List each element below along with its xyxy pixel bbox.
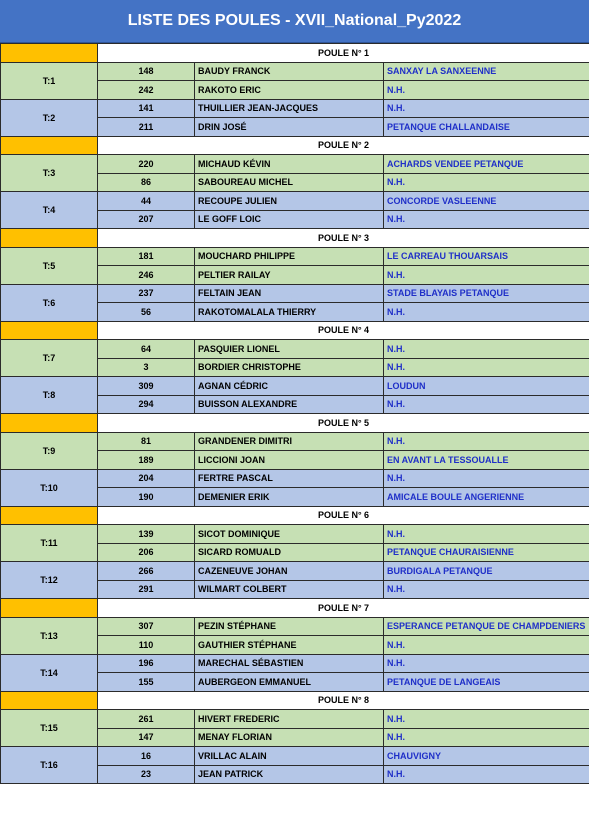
player-number: 64	[98, 340, 195, 359]
player-name: PEZIN STÉPHANE	[195, 617, 384, 636]
player-number: 196	[98, 654, 195, 673]
club-name: AMICALE BOULE ANGERIENNE	[384, 488, 589, 507]
club-name: N.H.	[384, 636, 589, 655]
club-name: N.H.	[384, 340, 589, 359]
table-row	[1, 62, 589, 81]
player-number: 309	[98, 377, 195, 396]
team-label: T:16	[1, 747, 98, 784]
player-number: 141	[98, 99, 195, 118]
player-number: 155	[98, 673, 195, 692]
table-row	[1, 247, 589, 266]
club-name: EN AVANT LA TESSOUALLE	[384, 451, 589, 470]
poules-table-body	[1, 44, 589, 784]
poule-title: POULE N° 2	[98, 136, 589, 155]
player-name: SICOT DOMINIQUE	[195, 525, 384, 544]
player-number: 147	[98, 728, 195, 747]
club-name: SANXAY LA SANXEENNE	[384, 62, 589, 81]
player-name: LE GOFF LOIC	[195, 210, 384, 229]
player-name: RAKOTO ERIC	[195, 81, 384, 100]
club-name: N.H.	[384, 266, 589, 285]
poule-header-row	[1, 414, 589, 433]
player-name: HIVERT FREDERIC	[195, 710, 384, 729]
player-number: 291	[98, 580, 195, 599]
player-name: WILMART COLBERT	[195, 580, 384, 599]
player-number: 44	[98, 192, 195, 211]
player-name: BAUDY FRANCK	[195, 62, 384, 81]
player-number: 56	[98, 303, 195, 322]
player-name: PELTIER RAILAY	[195, 266, 384, 285]
club-name: N.H.	[384, 728, 589, 747]
player-name: DRIN JOSÉ	[195, 118, 384, 137]
player-name: GAUTHIER STÉPHANE	[195, 636, 384, 655]
player-name: BUISSON ALEXANDRE	[195, 395, 384, 414]
table-row	[1, 340, 589, 359]
table-row	[1, 654, 589, 673]
team-label: T:2	[1, 99, 98, 136]
table-row	[1, 284, 589, 303]
club-name: N.H.	[384, 173, 589, 192]
player-name: DEMENIER ERIK	[195, 488, 384, 507]
team-label: T:13	[1, 617, 98, 654]
table-row	[1, 155, 589, 174]
player-number: 266	[98, 562, 195, 581]
player-name: VRILLAC ALAIN	[195, 747, 384, 766]
player-number: 261	[98, 710, 195, 729]
team-label: T:7	[1, 340, 98, 377]
poule-marker	[1, 44, 98, 63]
poule-title: POULE N° 8	[98, 691, 589, 710]
table-row	[1, 710, 589, 729]
player-number: 206	[98, 543, 195, 562]
poule-header-row	[1, 229, 589, 248]
club-name: LE CARREAU THOUARSAIS	[384, 247, 589, 266]
team-label: T:1	[1, 62, 98, 99]
poule-header-row	[1, 691, 589, 710]
player-name: LICCIONI JOAN	[195, 451, 384, 470]
player-number: 207	[98, 210, 195, 229]
club-name: ACHARDS VENDEE PETANQUE	[384, 155, 589, 174]
table-row	[1, 747, 589, 766]
poule-marker	[1, 136, 98, 155]
club-name: N.H.	[384, 580, 589, 599]
poule-header-row	[1, 136, 589, 155]
poule-marker	[1, 229, 98, 248]
poule-marker	[1, 506, 98, 525]
poule-header-row	[1, 599, 589, 618]
player-name: MICHAUD KÉVIN	[195, 155, 384, 174]
player-number: 148	[98, 62, 195, 81]
player-name: RECOUPE JULIEN	[195, 192, 384, 211]
club-name: N.H.	[384, 99, 589, 118]
page-title: LISTE DES POULES - XVII_National_Py2022	[0, 0, 589, 43]
player-name: CAZENEUVE JOHAN	[195, 562, 384, 581]
player-name: RAKOTOMALALA THIERRY	[195, 303, 384, 322]
poule-title: POULE N° 6	[98, 506, 589, 525]
player-number: 204	[98, 469, 195, 488]
table-row	[1, 525, 589, 544]
poules-table	[0, 43, 589, 784]
table-row	[1, 469, 589, 488]
player-number: 220	[98, 155, 195, 174]
club-name: N.H.	[384, 765, 589, 784]
table-row	[1, 617, 589, 636]
poule-title: POULE N° 5	[98, 414, 589, 433]
poule-title: POULE N° 7	[98, 599, 589, 618]
player-number: 307	[98, 617, 195, 636]
club-name: N.H.	[384, 81, 589, 100]
poule-marker	[1, 691, 98, 710]
player-name: AUBERGEON EMMANUEL	[195, 673, 384, 692]
club-name: N.H.	[384, 654, 589, 673]
club-name: N.H.	[384, 358, 589, 377]
club-name: N.H.	[384, 395, 589, 414]
club-name: CONCORDE VASLEENNE	[384, 192, 589, 211]
player-number: 23	[98, 765, 195, 784]
poule-marker	[1, 321, 98, 340]
player-name: SABOUREAU MICHEL	[195, 173, 384, 192]
player-name: GRANDENER DIMITRI	[195, 432, 384, 451]
player-name: PASQUIER LIONEL	[195, 340, 384, 359]
poule-header-row	[1, 44, 589, 63]
team-label: T:4	[1, 192, 98, 229]
player-number: 110	[98, 636, 195, 655]
poule-title: POULE N° 4	[98, 321, 589, 340]
club-name: N.H.	[384, 469, 589, 488]
player-number: 242	[98, 81, 195, 100]
player-number: 190	[98, 488, 195, 507]
club-name: N.H.	[384, 303, 589, 322]
player-number: 294	[98, 395, 195, 414]
team-label: T:8	[1, 377, 98, 414]
club-name: N.H.	[384, 432, 589, 451]
club-name: PETANQUE DE LANGEAIS	[384, 673, 589, 692]
table-row	[1, 562, 589, 581]
table-row	[1, 99, 589, 118]
poule-title: POULE N° 1	[98, 44, 589, 63]
team-label: T:5	[1, 247, 98, 284]
club-name: PETANQUE CHALLANDAISE	[384, 118, 589, 137]
club-name: BURDIGALA PETANQUE	[384, 562, 589, 581]
player-number: 246	[98, 266, 195, 285]
team-label: T:12	[1, 562, 98, 599]
player-number: 237	[98, 284, 195, 303]
team-label: T:6	[1, 284, 98, 321]
player-number: 139	[98, 525, 195, 544]
player-name: MENAY FLORIAN	[195, 728, 384, 747]
player-name: FERTRE PASCAL	[195, 469, 384, 488]
team-label: T:3	[1, 155, 98, 192]
table-row	[1, 377, 589, 396]
team-label: T:11	[1, 525, 98, 562]
club-name: LOUDUN	[384, 377, 589, 396]
player-number: 3	[98, 358, 195, 377]
poule-marker	[1, 599, 98, 618]
player-name: SICARD ROMUALD	[195, 543, 384, 562]
player-name: JEAN PATRICK	[195, 765, 384, 784]
team-label: T:10	[1, 469, 98, 506]
player-number: 211	[98, 118, 195, 137]
player-name: FELTAIN JEAN	[195, 284, 384, 303]
player-name: THUILLIER JEAN-JACQUES	[195, 99, 384, 118]
player-name: MARECHAL SÉBASTIEN	[195, 654, 384, 673]
team-label: T:9	[1, 432, 98, 469]
player-number: 181	[98, 247, 195, 266]
poule-title: POULE N° 3	[98, 229, 589, 248]
table-row	[1, 432, 589, 451]
club-name: N.H.	[384, 525, 589, 544]
poule-header-row	[1, 321, 589, 340]
club-name: ESPERANCE PETANQUE DE CHAMPDENIERS	[384, 617, 589, 636]
club-name: N.H.	[384, 210, 589, 229]
team-label: T:15	[1, 710, 98, 747]
poule-header-row	[1, 506, 589, 525]
team-label: T:14	[1, 654, 98, 691]
player-name: BORDIER CHRISTOPHE	[195, 358, 384, 377]
player-name: AGNAN CÉDRIC	[195, 377, 384, 396]
club-name: PETANQUE CHAURAISIENNE	[384, 543, 589, 562]
player-name: MOUCHARD PHILIPPE	[195, 247, 384, 266]
club-name: CHAUVIGNY	[384, 747, 589, 766]
player-number: 189	[98, 451, 195, 470]
poule-marker	[1, 414, 98, 433]
club-name: STADE BLAYAIS PETANQUE	[384, 284, 589, 303]
table-row	[1, 192, 589, 211]
club-name: N.H.	[384, 710, 589, 729]
player-number: 16	[98, 747, 195, 766]
player-number: 86	[98, 173, 195, 192]
player-number: 81	[98, 432, 195, 451]
